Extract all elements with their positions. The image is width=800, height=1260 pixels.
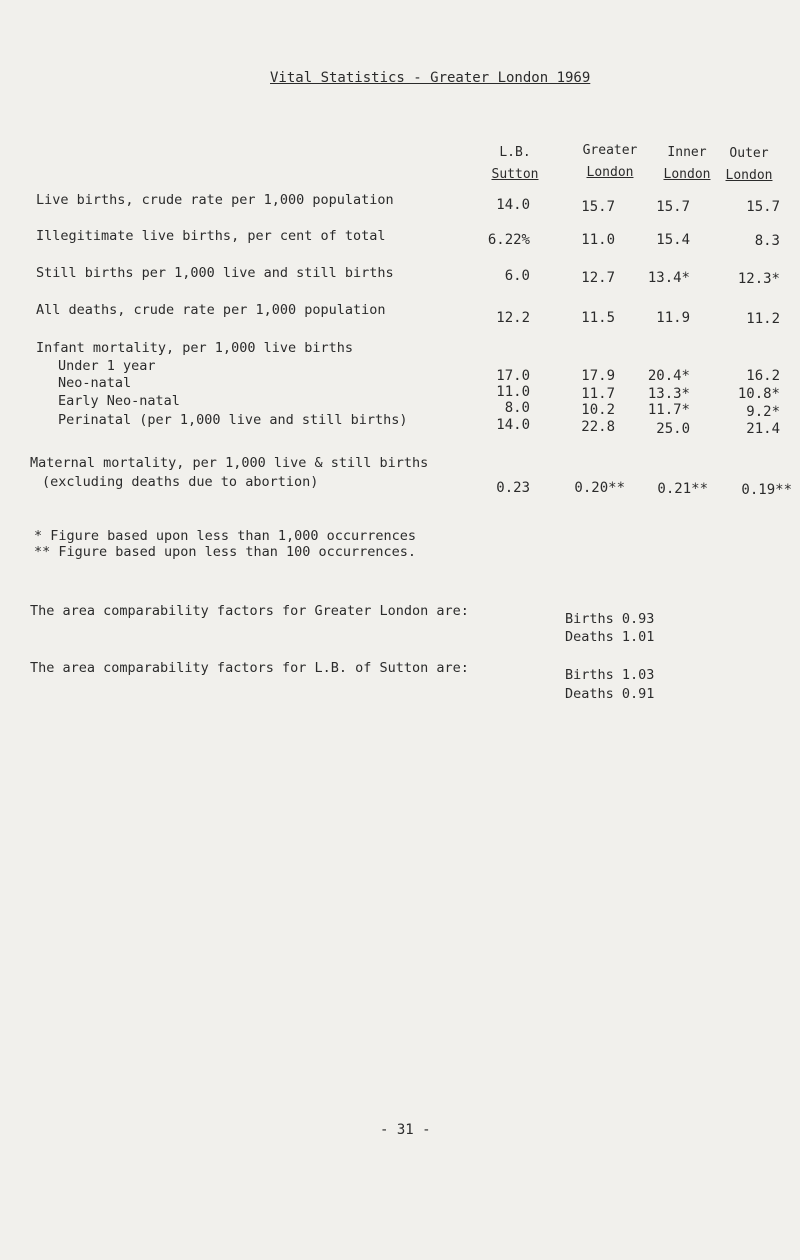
row-label: Under 1 year bbox=[58, 358, 156, 374]
table-cell: 14.0 bbox=[496, 197, 530, 213]
table-cell: 9.2* bbox=[746, 404, 780, 420]
comparability-births: Births 0.93 bbox=[565, 611, 655, 627]
table-cell: 11.0 bbox=[581, 232, 615, 248]
row-label: Still births per 1,000 live and still births bbox=[36, 265, 394, 281]
row-label: Neo-natal bbox=[58, 375, 132, 391]
comparability-text: The area comparability factors for Greater London are: bbox=[30, 603, 469, 619]
table-cell: 11.2 bbox=[746, 311, 780, 327]
table-cell: 12.3* bbox=[737, 271, 780, 287]
table-cell: 0.21** bbox=[657, 481, 708, 497]
page-number: - 31 - bbox=[380, 1122, 431, 1138]
column-header-line: Greater bbox=[582, 143, 638, 158]
table-cell: 15.7 bbox=[581, 199, 615, 215]
table-cell: 8.3 bbox=[754, 233, 780, 249]
column-header-line: London bbox=[725, 168, 773, 183]
row-label: Maternal mortality, per 1,000 live & still births bbox=[30, 455, 429, 471]
column-header-line: Outer bbox=[729, 146, 769, 161]
column-header-line: Inner bbox=[667, 145, 707, 160]
section-heading-infant-mortality: Infant mortality, per 1,000 live births bbox=[36, 340, 353, 356]
table-cell: 11.7* bbox=[647, 402, 690, 418]
table-cell: 22.8 bbox=[581, 419, 615, 435]
table-cell: 8.0 bbox=[504, 400, 530, 416]
row-label: (excluding deaths due to abortion) bbox=[42, 474, 319, 490]
table-cell: 14.0 bbox=[496, 417, 530, 433]
column-header-line: London bbox=[586, 165, 634, 180]
table-cell: 6.0 bbox=[504, 268, 530, 284]
comparability-births: Births 1.03 bbox=[565, 667, 655, 683]
column-header-line: Sutton bbox=[491, 167, 539, 182]
column-header-outer-london bbox=[704, 143, 794, 187]
row-label: Illegitimate live births, per cent of total bbox=[36, 228, 386, 244]
footnote: * Figure based upon less than 1,000 occurrences bbox=[34, 528, 417, 544]
table-cell: 12.2 bbox=[496, 310, 530, 326]
table-cell: 17.0 bbox=[496, 368, 530, 384]
page-title: Vital Statistics - Greater London 1969 bbox=[270, 70, 591, 86]
row-label: Early Neo-natal bbox=[58, 393, 180, 409]
table-cell: 13.3* bbox=[647, 386, 690, 402]
table-cell: 0.20** bbox=[574, 480, 625, 496]
row-label: All deaths, crude rate per 1,000 population bbox=[36, 302, 386, 318]
table-cell: 25.0 bbox=[656, 421, 690, 437]
table-cell: 13.4* bbox=[647, 270, 690, 286]
table-cell: 10.2 bbox=[581, 402, 615, 418]
table-cell: 12.7 bbox=[581, 270, 615, 286]
table-cell: 15.4 bbox=[656, 232, 690, 248]
table-cell: 21.4 bbox=[746, 421, 780, 437]
row-label: Perinatal (per 1,000 live and still births) bbox=[58, 412, 408, 428]
table-cell: 15.7 bbox=[746, 199, 780, 215]
column-header-sutton bbox=[470, 142, 560, 186]
table-cell: 17.9 bbox=[581, 368, 615, 384]
footnote: ** Figure based upon less than 100 occurrences. bbox=[34, 544, 417, 560]
table-cell: 11.5 bbox=[581, 310, 615, 326]
column-header-line: London bbox=[663, 167, 711, 182]
column-header-line: L.B. bbox=[499, 145, 531, 160]
table-cell: 15.7 bbox=[656, 199, 690, 215]
comparability-deaths: Deaths 0.91 bbox=[565, 686, 655, 702]
table-cell: 11.9 bbox=[656, 310, 690, 326]
comparability-text: The area comparability factors for L.B. of Sutton are: bbox=[30, 660, 469, 676]
table-cell: 20.4* bbox=[647, 368, 690, 384]
table-cell: 16.2 bbox=[746, 368, 780, 384]
table-cell: 11.7 bbox=[581, 386, 615, 402]
row-label: Live births, crude rate per 1,000 population bbox=[36, 192, 394, 208]
table-cell: 0.23 bbox=[496, 480, 530, 496]
comparability-deaths: Deaths 1.01 bbox=[565, 629, 655, 645]
table-cell: 10.8* bbox=[737, 386, 780, 402]
table-cell: 6.22% bbox=[487, 232, 530, 248]
table-cell: 11.0 bbox=[496, 384, 530, 400]
table-cell: 0.19** bbox=[741, 482, 792, 498]
